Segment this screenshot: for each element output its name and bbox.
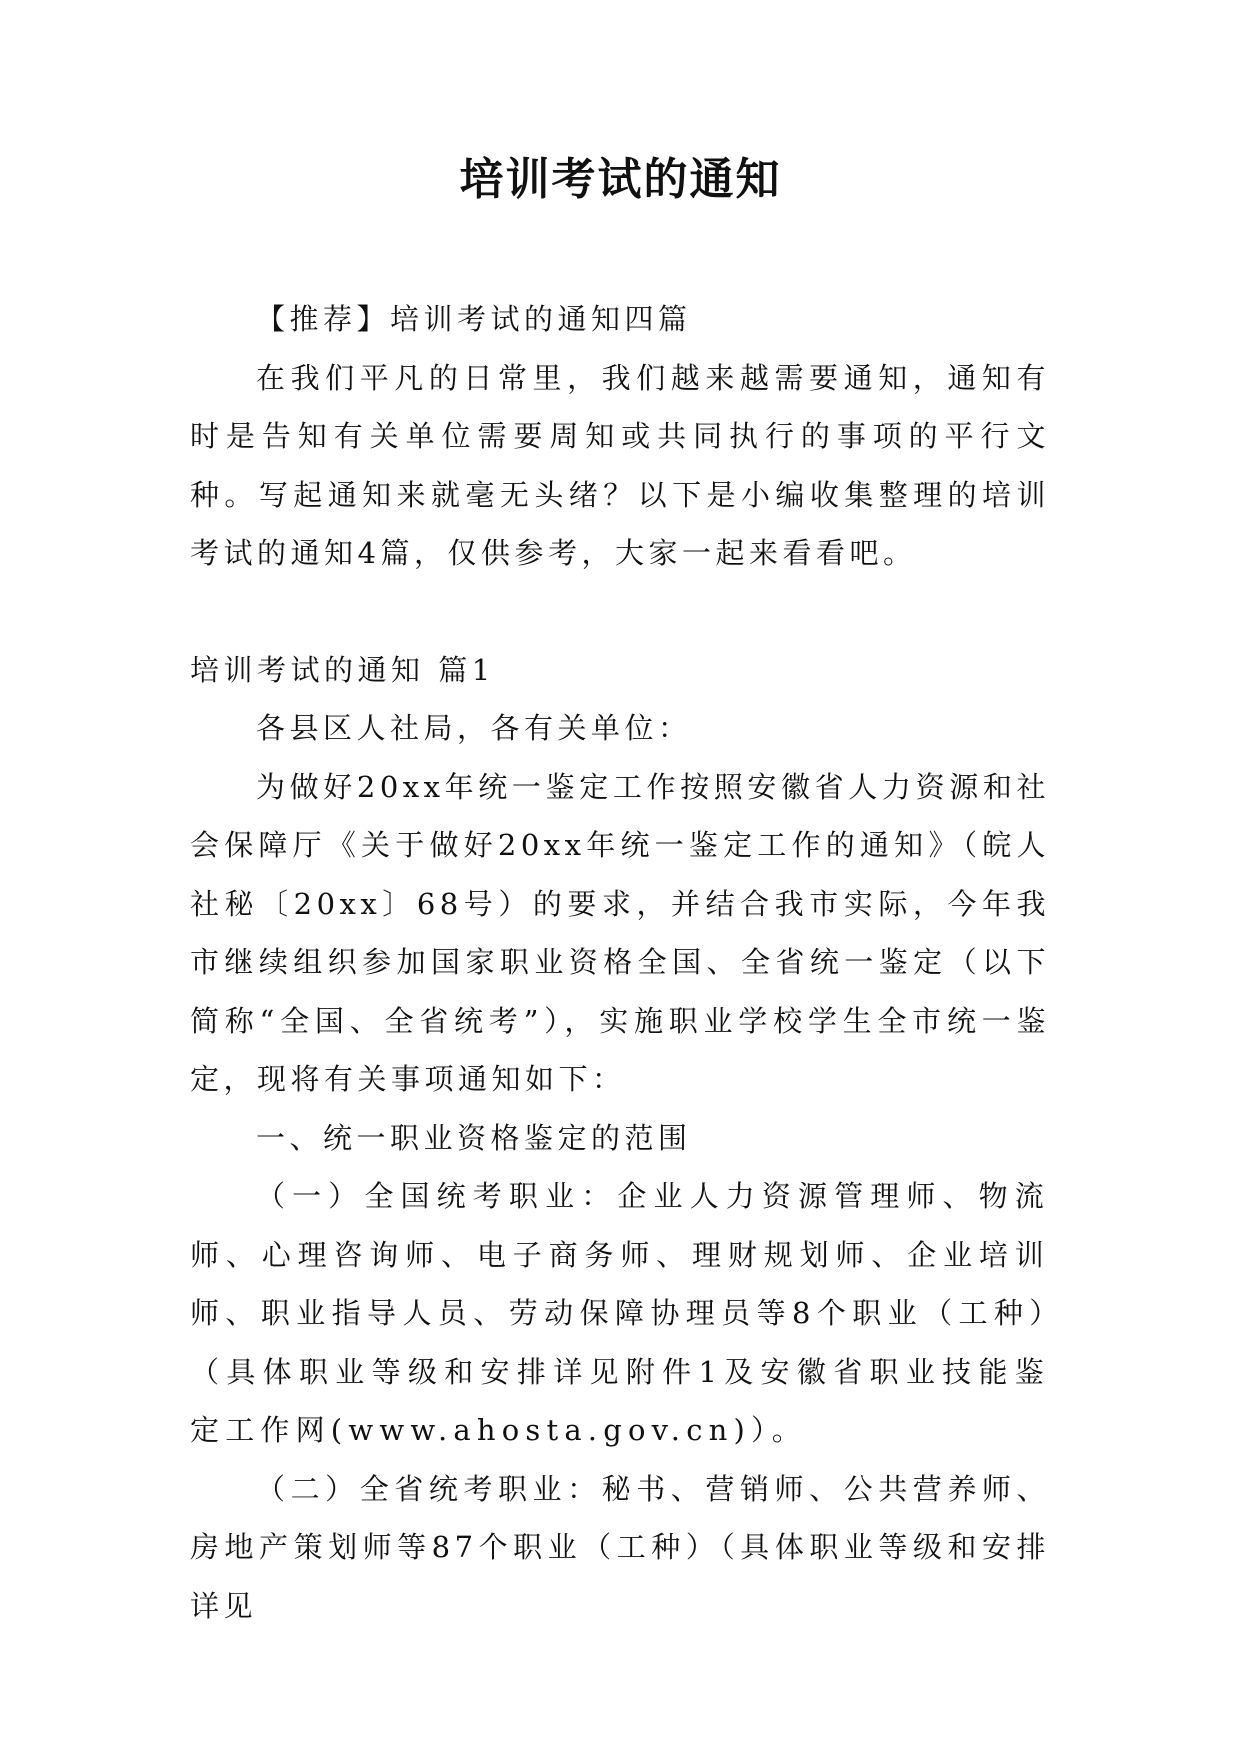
intro-paragraph: 在我们平凡的日常里，我们越来越需要通知，通知有时是告知有关单位需要周知或共同执行的事项的平行文种。写起通知来就毫无头绪？以下是小编收集整理的培训考试的通知4篇，仅供参考，大家一起来看看吧。 (190, 360, 1050, 570)
salutation: 各县区人社局，各有关单位： (256, 711, 692, 745)
intro-label: 【推荐】培训考试的通知四篇 (256, 302, 692, 336)
document-body (190, 290, 1050, 1635)
section-heading: 培训考试的通知 篇1 (190, 652, 495, 687)
document-title: 培训考试的通知 (459, 154, 782, 205)
body-paragraph: 为做好20xx年统一鉴定工作按照安徽省人力资源和社会保障厅《关于做好20xx年统一鉴定工作的通知》（皖人社秘〔20xx〕68号）的要求，并结合我市实际，今年我市继续组织参加国家职业资格全国、全省统一鉴定（以下简称“全国、全省统考”），实施职业学校学生全市统一鉴定，现将有关事项通知如下： (190, 769, 1050, 1096)
list-item: （一）全国统考职业：企业人力资源管理师、物流师、心理咨询师、电子商务师、理财规划师、企业培训师、职业指导人员、劳动保障协理员等8个职业（工种）（具体职业等级和安排详见附件1及安徽省职业技能鉴定工作网(www.ahosta.gov.cn)）。 (190, 1179, 1050, 1447)
list-item: （二）全省统考职业：秘书、营销师、公共营养师、房地产策划师等87个职业（工种）（具体职业等级和安排详见 (190, 1471, 1050, 1623)
subheading: 一、统一职业资格鉴定的范围 (256, 1120, 692, 1155)
